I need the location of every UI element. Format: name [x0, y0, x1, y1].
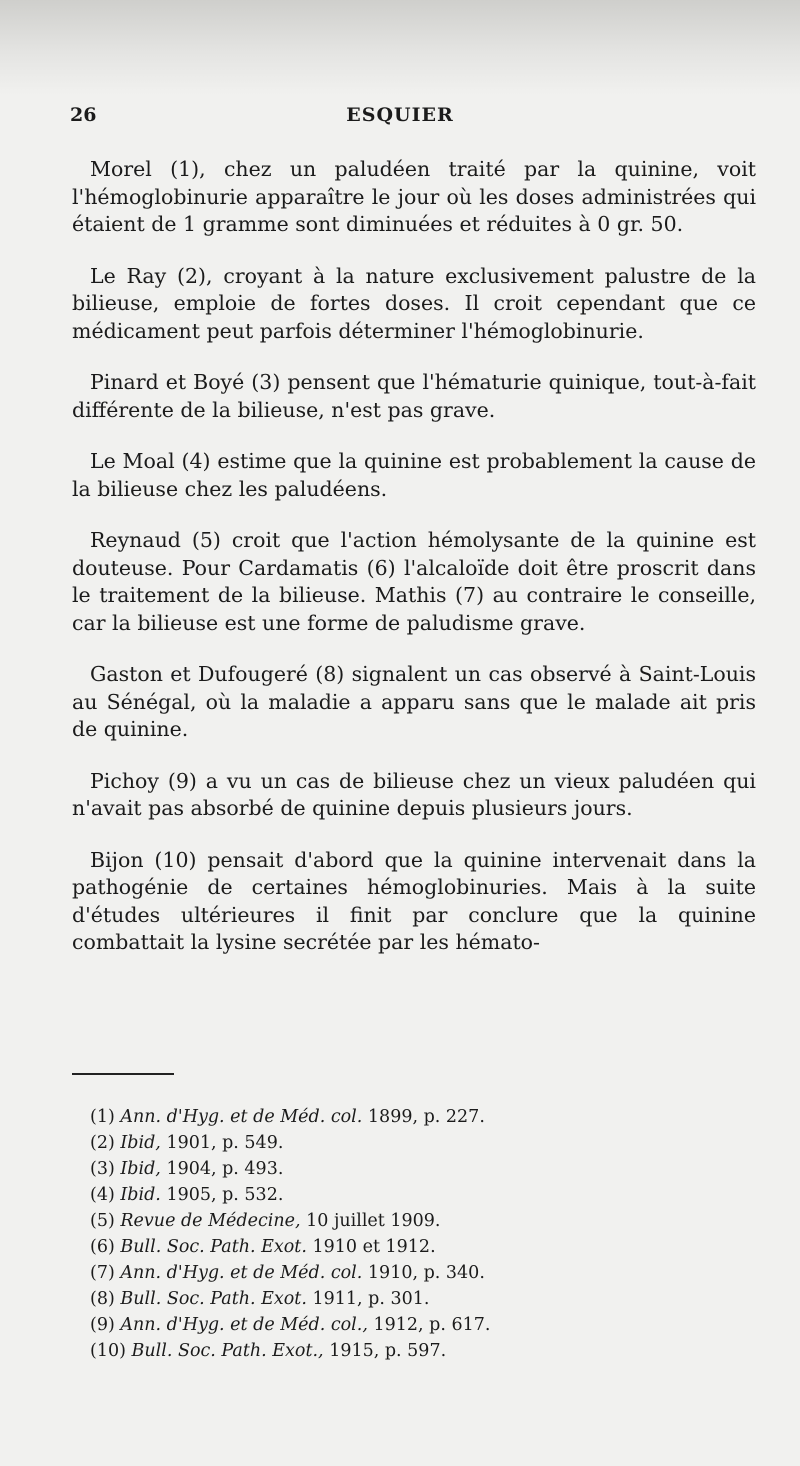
footnote-detail: 1904, p. 493. [166, 1159, 284, 1179]
footnote [90, 1208, 690, 1234]
footnote-source: Revue de Médecine, [120, 1211, 301, 1231]
footnote-source: Bull. Soc. Path. Exot., [131, 1341, 324, 1361]
footnote-number: (8) [90, 1289, 115, 1309]
running-head: ESQUIER [346, 104, 454, 126]
footnote-detail: 1910, p. 340. [367, 1263, 485, 1283]
paragraph: Morel (1), chez un paludéen traité par la quinine, voit l'hémoglobinurie apparaître le jour où les doses administrées qui étaient de 1 gramme sont diminuées et réduites à 0 gr. 50. [72, 157, 756, 236]
footnote [90, 1104, 690, 1130]
footnote-number: (3) [90, 1159, 115, 1179]
paragraph: Pichoy (9) a vu un cas de bilieuse chez un vieux paludéen qui n'avait pas absorbé de quinine depuis plusieurs jours. [72, 768, 756, 820]
footnote-detail: 1915, p. 597. [329, 1341, 447, 1361]
paragraph: Gaston et Dufougeré (8) signalent un cas observé à Saint-Louis au Sénégal, où la maladie a apparu sans que le malade ait pris de quinine. [72, 662, 756, 741]
footnote-source: Ann. d'Hyg. et de Méd. col. [120, 1263, 363, 1283]
paragraph: Bijon (10) pensait d'abord que la quinine intervenait dans la pathogénie de certaines hémoglobinuries. Mais à la suite d'études ultérieures il finit par conclure que la quinine combattait la lysine secrétée par les hémato- [72, 847, 756, 954]
page-number: 26 [70, 104, 97, 126]
footnote-source: Ibid, [120, 1159, 161, 1179]
footnote-number: (9) [90, 1315, 115, 1335]
footnote-source: Ibid, [120, 1133, 161, 1153]
footnote-detail: 1910 et 1912. [312, 1237, 436, 1257]
paragraph: Le Moal (4) estime que la quinine est probablement la cause de la bilieuse chez les paludéens. [72, 449, 756, 501]
footnotes [90, 1104, 690, 1364]
footnote [90, 1156, 690, 1182]
footnote [90, 1234, 690, 1260]
footnote-detail: 1905, p. 532. [166, 1185, 284, 1205]
footnote [90, 1312, 690, 1338]
footnote-source: Bull. Soc. Path. Exot. [120, 1237, 307, 1257]
footnote-number: (1) [90, 1107, 115, 1127]
footnote-detail: 1899, p. 227. [367, 1107, 485, 1127]
footnote [90, 1286, 690, 1312]
footnote [90, 1260, 690, 1286]
paragraph: Pinard et Boyé (3) pensent que l'hématurie quinique, tout-à-fait différente de la bilieuse, n'est pas grave. [72, 370, 756, 422]
footnote [90, 1338, 690, 1364]
paragraph: Reynaud (5) croit que l'action hémolysante de la quinine est douteuse. Pour Cardamatis (6) l'alcaloïde doit être proscrit dans le traitement de la bilieuse. Mathis (7) au contraire le conseille, car la bilieuse est une forme de paludisme grave. [72, 528, 756, 635]
footnote [90, 1182, 690, 1208]
footnote-source: Ann. d'Hyg. et de Méd. col., [120, 1315, 368, 1335]
footnote-detail: 1911, p. 301. [312, 1289, 430, 1309]
footnote-detail: 10 juillet 1909. [306, 1211, 441, 1231]
footnote-detail: 1912, p. 617. [373, 1315, 491, 1335]
paragraph: Le Ray (2), croyant à la nature exclusivement palustre de la bilieuse, emploie de fortes doses. Il croit cependant que ce médicament peut parfois déterminer l'hémoglobinurie. [72, 263, 756, 343]
footnote-detail: 1901, p. 549. [166, 1133, 284, 1153]
footnote [90, 1130, 690, 1156]
footnote-number: (6) [90, 1237, 115, 1257]
footnote-source: Ibid. [120, 1185, 161, 1205]
footnote-source: Bull. Soc. Path. Exot. [120, 1289, 307, 1309]
footnote-source: Ann. d'Hyg. et de Méd. col. [120, 1107, 363, 1127]
body-text [72, 156, 756, 981]
footnote-divider [72, 1073, 174, 1075]
page-top-shading [0, 0, 800, 95]
footnote-number: (2) [90, 1133, 115, 1153]
footnote-number: (10) [90, 1341, 126, 1361]
page-header [70, 104, 730, 134]
footnote-number: (5) [90, 1211, 115, 1231]
footnote-number: (4) [90, 1185, 115, 1205]
footnote-number: (7) [90, 1263, 115, 1283]
